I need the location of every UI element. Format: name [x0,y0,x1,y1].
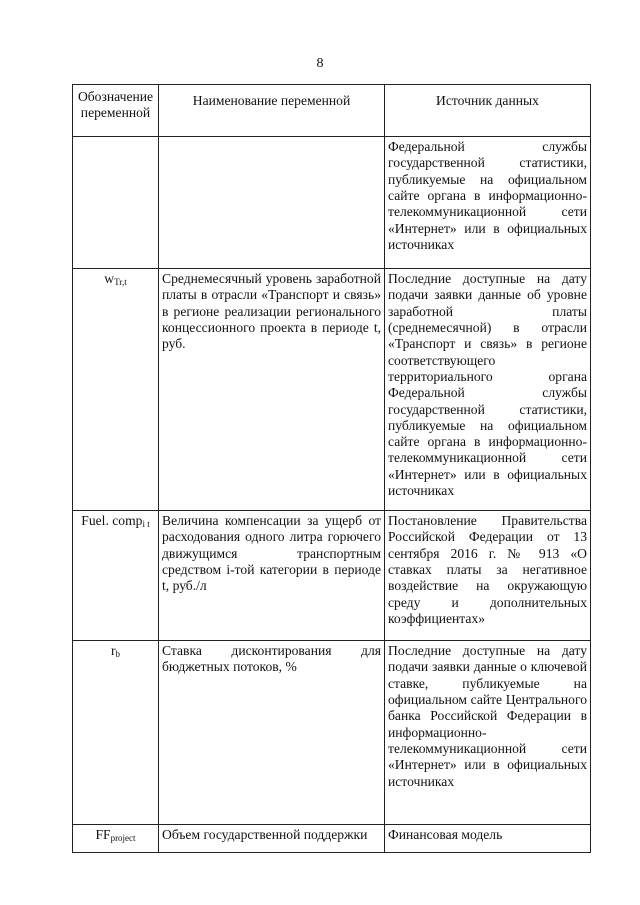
row-source: Федеральной службы государственной статистики, публикуемые на официальном сайте органа в информационно-телекоммуникационной сети «Интернет» или в официальных источниках [385,137,591,269]
header-name: Наименование переменной [159,85,385,137]
row-source: Финансовая модель [385,825,591,853]
table-row [73,825,591,853]
row-name: Ставка дисконтирования для бюджетных потоков, % [159,641,385,825]
table-row [73,641,591,825]
row-source: Последние доступные на дату подачи заявки данные об уровне заработной платы (среднемесячной) в отрасли «Транспорт и связь» в регионе соответствующего территориального органа Федеральной службы государственной статистики, публикуемые на официальном сайте органа в информационно-телекоммуникационной сети «Интернет» или в официальных источниках [385,269,591,511]
row-symbol: $FF_{project}$ [73,825,159,853]
row-symbol [73,137,159,269]
header-symbol: Обозначение переменной [73,85,159,137]
table-row [73,511,591,641]
table-row [73,137,591,269]
row-symbol: Fuel. comp$_{i t}$ [73,511,159,641]
table-header-row [73,85,591,137]
row-name: Объем государственной поддержки [159,825,385,853]
variables-table [72,84,591,853]
page-number: 8 [316,56,324,71]
row-source: Последние доступные на дату подачи заявки данные о ключевой ставке, публикуемые на официальном сайте Центрального банка Российской Федерации в информационно-телекоммуникационной сети «Интернет» или в официальных источниках [385,641,591,825]
row-symbol: $w_{Tr,t}$ [73,269,159,511]
row-source: Постановление Правительства Российской Федерации от 13 сентября 2016 г. № 913 «О ставках платы за негативное воздействие на окружающую среду и дополнительных коэффициентах» [385,511,591,641]
table-row [73,269,591,511]
row-symbol: $r_b$ [73,641,159,825]
row-name: Среднемесячный уровень заработной платы в отрасли «Транспорт и связь» в регионе реализации регионального концессионного проекта в периоде t, руб. [159,269,385,511]
row-name [159,137,385,269]
header-source: Источник данных [385,85,591,137]
row-name: Величина компенсации за ущерб от расходования одного литра горючего движущимся транспортным средством i-той категории в периоде t, руб./л [159,511,385,641]
